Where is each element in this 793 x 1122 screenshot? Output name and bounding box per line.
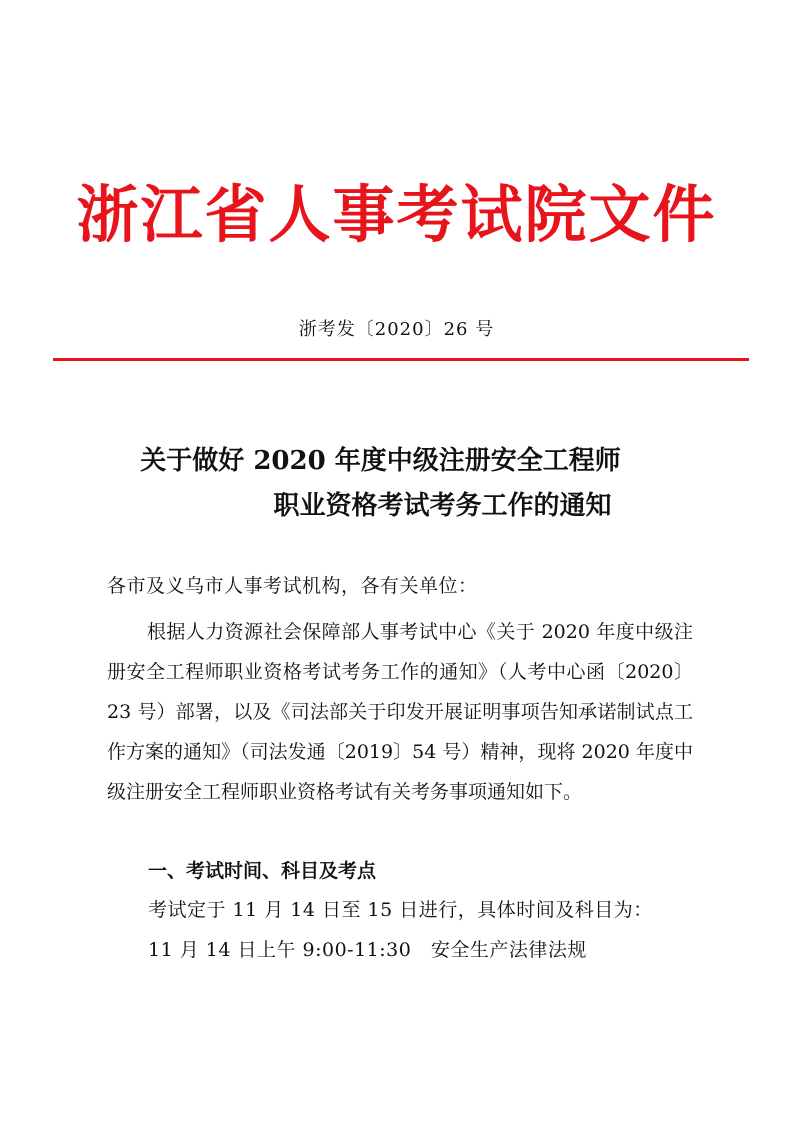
masthead-title: 浙江省人事考试院文件 [76,178,717,251]
addressee-line: 各市及义乌市人事考试机构，各有关单位： [107,575,478,597]
exam-dates-line: 考试定于 11 月 14 日至 15 日进行，具体时间及科目为： [148,899,653,921]
section-heading-1: 一、考试时间、科目及考点 [148,860,377,882]
notice-title-line-1: 关于做好 2020 年度中级注册安全工程师 [140,446,621,476]
notice-title-line-2: 职业资格考试考务工作的通知 [273,491,612,521]
exam-schedule-line: 11 月 14 日上午 9:00-11:30 安全生产法律法规 [148,939,587,961]
body-paragraph: 根据人力资源社会保障部人事考试中心《关于 2020 年度中级注册安全工程师职业资格考试考务工作的通知》（人考中心函〔2020〕23 号）部署，以及《司法部关于印发开展证明事项告知承诺制试点工作方案的通知》（司法发通〔2019〕54 号）精神，现将 2020 年度中级注册安全工程师职业资格考试有关考务事项通知如下。 [107,621,693,803]
document-number: 浙考发〔2020〕26 号 [298,319,495,340]
red-divider-line [53,358,749,361]
